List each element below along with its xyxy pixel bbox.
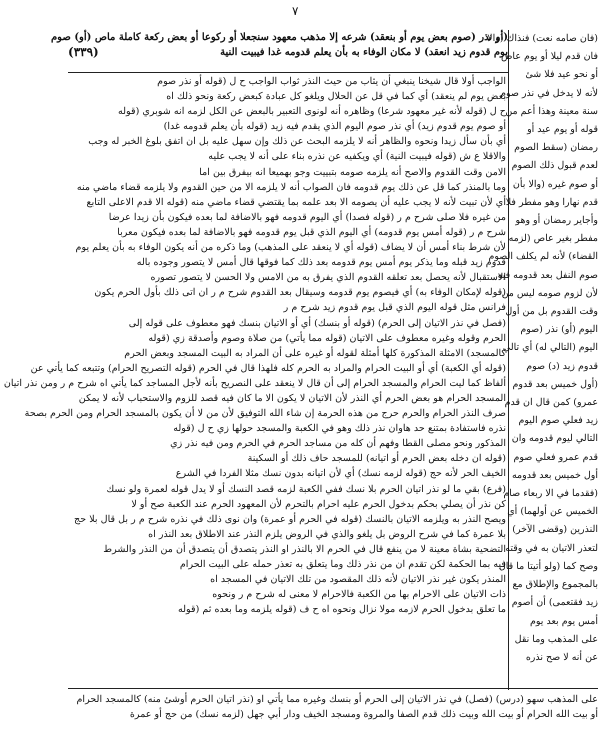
header-line-1: (أو نذر (صوم بعض يوم أو بنعقد) شرعه إلا مذهب معهود سنجعلا أو ركوعا أو بعض ركعة كاملة ماص (أو) صوم: [50, 32, 508, 43]
margin-line: أو نحو عيد فلا شئ: [525, 69, 598, 81]
margin-line: أمس يوم بعد يوم: [530, 615, 598, 627]
commentary-line: الحرم وقوله وغيره معطوف على الاتيان (قوله مما يأتي) من صلاة وصوم وأصدقة زي (قوله: [148, 332, 506, 344]
commentary-line: ح ل (قوله لأنه غير معهود شرعا) وظاهره أنه لونوى التعبير بالبعض عن الكل لزمه انه شوبري (قوله: [117, 106, 506, 118]
commentary-line: كالمسجد) الامثلة المذكورة كلها أمثلة لقوله أو غيره على أن المراد به البيت المسجد وبعض الحرم: [124, 347, 506, 359]
margin-line: صوم النفل بعد قدومه فيه: [497, 269, 598, 281]
commentary-line: (قوله أي الكعبة) أي أو البيت الحرام والمراد به الحرم كله فلهذا قال في الحرم (قوله التصريح الحرام) وتتبعه كما يأتي عن: [30, 362, 506, 374]
commentary-line: أي لأن تبيت لأنه لا يجب عليه أن يصومه الا بعد علمه بما يقتضي قضاء ماضي منه (قوله الا قدم الاعلى التابع: [86, 196, 506, 208]
commentary-line: الاستقبال لأنه يحصل بعد تعلقه القدوم الذي يفرق به من الامس ولا الحسن لا يتصور تصوره: [150, 272, 506, 284]
margin-line: سنة معينة وهذا أعم من: [505, 105, 598, 117]
commentary-line: من غيره فلا صلى شرح م ر (قوله فصدا) أي اليوم قدومه فهو بالاضافة لما بعده فيكون بأن زيدا عرضا: [108, 211, 506, 223]
margin-line: وصح كما (ولو أتيتا ما قال: [498, 560, 598, 572]
margin-line: وقت القدوم بل من أول: [505, 306, 598, 318]
commentary-line: (فرع) بقي ما لو نذر اتيان الحرم بلا نسك ففي الكعبة لزمه قصد النسك أو لا يدل قوله لعمرة ولو نسك: [106, 483, 506, 495]
commentary-line: (قوله ان دخله بعض الحرم أو اتيانه) للمسجد حاف ذلك أو السكينة: [247, 453, 506, 465]
margin-line: لأنه لا يدخل في نذر صوم: [500, 87, 598, 99]
commentary-line: الواجب أولا قال شيخنا ينبغي أن يثاب من حيث النذر ثواب الواجب ح ل (قوله أو نذر صوم: [157, 76, 506, 87]
footer-rule: [68, 688, 598, 689]
margin-line: اليوم (التالي له) أي تالي: [502, 342, 598, 354]
margin-line: على المذهب وما نقل: [514, 633, 598, 645]
margin-line: قدم عمرو فعلي صوم: [513, 451, 598, 463]
margin-line: (فقدما في الا ربعاء صام: [503, 488, 598, 500]
commentary-line: نذره فاستفادة بمتنع حد هاوان نذر ذلك وهو في الكعبة والمسجد حولها زي ح ل (قوله: [173, 423, 506, 435]
margin-line: أو صوم غيره (والا بأن: [512, 178, 598, 190]
margin-line: قدم نهارا وهو مفطر فلا: [505, 196, 598, 208]
margin-line: اليوم (أو) نذر (صوم: [520, 324, 598, 336]
margin-line: (أول خميس بعد قدوم: [512, 378, 598, 390]
footer-line: على المذهب سهو (درس) (فصل) في نذر الاتيان إلى الحرم أو بنسك وغيره مما يأتي او (نذر اتيان الحرم أوشئ منه) كالمسجد الحرام: [76, 694, 598, 705]
page-header: [50, 30, 508, 60]
margin-line: رمضان (سقط الصوم: [514, 142, 598, 154]
margin-line: وأجاير رمضان أو وهو: [515, 215, 598, 227]
margin-line: قوله أو يوم عيد أو: [527, 124, 598, 136]
commentary-line: ويصح النذر به ويلزمه الاتيان بالنسك (قوله في الحرم أو عمرة) وان نوى ذلك في نذره شرح م ر بل قال بلا حج: [74, 513, 506, 525]
margin-line: التالي ليوم قدومه وان: [511, 433, 598, 445]
commentary-line: فيه بما الحكمة لكن تقدم ان من نذر ذلك وما يتعلق به تعذر حمله على البيت الحرام: [179, 559, 506, 570]
margin-line: لتعذر الاتيان به في وقته: [505, 542, 598, 554]
commentary-line: أو صوم يوم قدوم زيد) أي نذر صوم اليوم الذي يقدم فيه زيد (قوله بأن يعلم قدومه غدا): [163, 121, 506, 133]
margin-line: الخميس عن أولهما) أي: [507, 506, 598, 518]
margin-line: عمرو) كمن قال ان قدم: [504, 397, 598, 409]
margin-line: أول خميس بعد قدومه: [511, 469, 598, 481]
header-rule: [68, 72, 508, 73]
margin-line: فان قدم ليلا أو يوم عاص: [500, 51, 598, 63]
margin-line: مفطر بغير عاص (لزمه: [508, 233, 598, 245]
commentary-line: ما تعلق بدخول الحرم لازمه مولا نزال ونحوه اه ح ف (قوله يلزمه وما بعده ثم (قوله: [177, 604, 506, 616]
header-line-2: يوم قدوم زيد انعقد) لا مكان الوفاء به بأن يعلم قدومه غدا فيبيت النية: [220, 47, 508, 58]
commentary-line: المسجد الحرام هو بعض الحرم أي النذر لأن الاتيان لا يكون الا ما كان فيه قصد للزوم والاستحباب لأنه لا يمكن: [78, 392, 506, 404]
page-number: (٣٣٩): [68, 45, 99, 59]
margin-line: لأن لزوم صومه ليس من: [501, 287, 598, 299]
margin-line: زيد فقتعمى) أن أصوم: [511, 597, 598, 609]
commentary-line: والاقلا ع ش (قوله فيبيت النية) أي ويكفيه عن نذره بناء على أنه لا يجب عليه: [208, 151, 506, 163]
commentary-line: قدوم زيد قبله وما يذكر يوم أمس يوم قدومه بعد ذلك كما فوقها قال أمس لا يتصور وجوده باله: [136, 257, 506, 269]
margin-line: لعدم قبول ذلك الصوم: [511, 160, 598, 172]
commentary-line: ذات الاتيان على الاحرام بها من الكعبة فالاحرام لا معنى له شرح م ر ونحوه: [212, 589, 506, 601]
page-mark: ٧: [292, 4, 299, 18]
commentary-line: أي بأن سأل زيدا ونحوه والظاهر أنه لا يلزمه البحث عن ذلك وإن سهل عليه بل ان اتفق بلوغ الخبر له وجب: [88, 136, 506, 148]
commentary-line: المذكور ونحو مصلى القطا وفهم أن كله من مساجد الحرم في الحرم ومن فيه نذر زي: [170, 438, 506, 450]
margin-line: عن أنه لا صح نذره: [525, 651, 598, 663]
margin-line: بالمجموع والإطلاق مع: [512, 579, 598, 591]
commentary-line: (قوله لإمكان الوفاء به) أي فيصوم يوم قدومه وسيقال بعد القدوم شرح م ر ان اتى ذلك بأول الحرم يكون: [94, 287, 506, 299]
commentary-line: وما بالمنذر كما قل عن ذلك يوم قدومه فان الصواب أنه لا يلزمه الا من حين القدوم ولا يلزمه قضاء ماضي منه: [76, 181, 506, 193]
margin-line: القضاء) لأنه لم يكلف الصوم: [488, 251, 598, 263]
commentary-line: ألفاظ كما ليت الحرام والمسجد الحرام إلى أن قال لا ينعقد على النصريح بأنه لأجل المساجد كما يأتي اه شرح م ر ومن نذر اتيان: [3, 377, 506, 389]
commentary-line: فرانس مثل قوله اليوم الذي قبل يوم قدوم زيد شرح م ر: [283, 302, 506, 314]
commentary-line: (فصل في نذر الاتيان إلى الحرم) (قوله أو بنسك) أي أو الاتيان بنسك فهو معطوف على قوله إلى: [128, 317, 506, 329]
margin-line: قدوم زيد (د) صوم: [526, 360, 598, 372]
commentary-line: كن نذر أن يصلي بحكم بدخول الحرم عليه احرام بالتحرم لأن المعهود الحرم عند الكعبة صح أو لا: [131, 498, 506, 510]
commentary-text-column: [3, 74, 506, 617]
header-line-2-row: [68, 45, 508, 60]
footer-line: أو بيت الله الحرام أو بيت الله وبيت ذلك قدم الصفا والمروة ومسجد الخيف ودار أبي جهل (لزمه نسك) من حج أو عمرة: [129, 709, 598, 720]
margin-text-column: [487, 30, 598, 690]
commentary-line: شرح م ر (قوله أمس يوم قدومه) أي اليوم الذي قبل يوم قدومه فهو بالاضافة لما بعده فيكون معربا: [117, 226, 506, 238]
commentary-line: لأن شرط بناء أمس أن لا يضاف (قوله أي لا ينعقد على المذهب) وما ذكره من أنه يكون الوفاء به بأن يعلم يوم: [75, 242, 506, 254]
main-text-footer: [68, 692, 598, 722]
margin-line: زيد فعلي صوم اليوم: [518, 415, 598, 427]
commentary-line: صرف النذر الحرام والحرم حرج من هذه الحرمة إن شاء الله التوفيق لأن من لا أن يكون بالمسجد الحرام ومن الحرم بصحة: [24, 408, 506, 420]
commentary-line: بلا عمرة كما في شرح الروض بل يلغو والذي في الروض يلزم النذر عند الاطلاق بعد النذر اه: [148, 528, 506, 540]
commentary-line: بعض يوم لم ينعقد) أي كما في قل عن الحلال ويلغو كل عبادة كبعض ركعة ونحو ذلك اه: [166, 91, 506, 103]
column-divider: [508, 30, 509, 690]
commentary-line: الخيف الحر لأنه حج (قوله لزمه نسك) أي لأن اتيانه بدون نسك مثلا الفردا في الشرع: [175, 468, 506, 480]
commentary-line: التضحية بشاة معينة لا من ينفع قال في الحرم الا بالنذر او النذر يتصدق أن يتصدق أن من النذر والشرط: [103, 543, 506, 555]
margin-line: (فان صامه نعت) فنذاك (والا: [487, 33, 598, 44]
margin-line: النذرين (وقضى الآخر): [512, 524, 598, 536]
commentary-line: الامن وقت القدوم والاصح أنه يلزمه صومه بتبييت وجو بهميعا انه بيفرق بين اما: [199, 166, 506, 178]
commentary-line: المنذر يكون غير نذر الاتيان لأنه ذلك المقصود من تلك الاتيان في المسجد اه: [210, 574, 506, 586]
